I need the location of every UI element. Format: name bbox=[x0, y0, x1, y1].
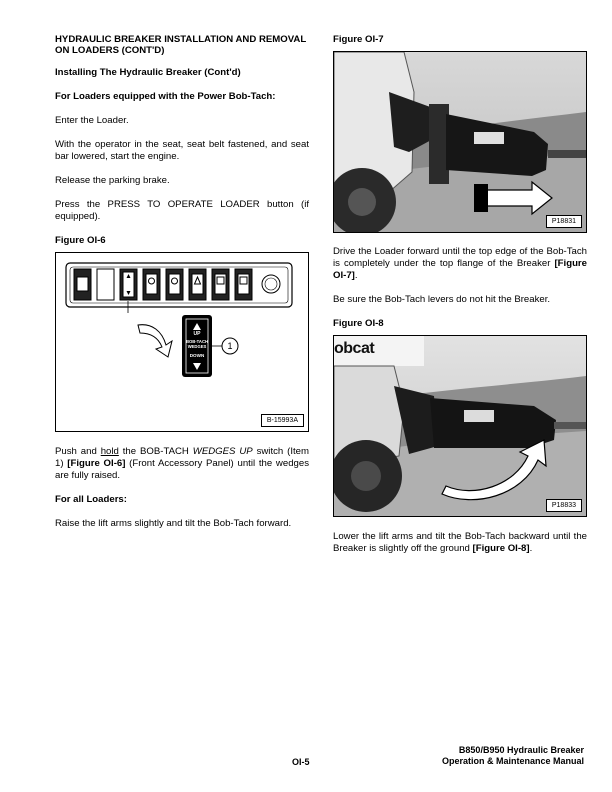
manual-title-line1: B850/B950 Hydraulic Breaker bbox=[458, 745, 584, 755]
manual-title-line2: Operation & Maintenance Manual bbox=[441, 756, 584, 766]
switch-label-up: UP bbox=[193, 331, 201, 337]
paragraph-push-hold: Push and hold the BOB-TACH WEDGES UP switch (Item 1) [Figure OI-6] (Front Accessory Panel) until the wedges are fully raised. bbox=[55, 446, 309, 481]
figure-oi-8-label: Figure OI-8 bbox=[333, 318, 384, 329]
paragraph-drive-forward: Drive the Loader forward until the top edge of the Bob-Tach is completely under the top flange of the Breaker [Figure OI-7]. bbox=[333, 246, 587, 281]
loader-breaker-photo-1 bbox=[334, 52, 586, 232]
figure-oi-7 bbox=[333, 51, 587, 233]
loader-breaker-photo-2 bbox=[334, 336, 586, 516]
figure-oi-7-ref: P18831 bbox=[546, 215, 582, 228]
paragraph-enter-loader: Enter the Loader. bbox=[55, 115, 129, 126]
switch-5 bbox=[166, 269, 183, 300]
figure-oi-8 bbox=[333, 335, 587, 517]
figure-oi-8-ref: P18833 bbox=[546, 499, 582, 512]
figure-oi-6 bbox=[55, 252, 309, 432]
figure-oi-6-label: Figure OI-6 bbox=[55, 235, 106, 246]
left-column bbox=[55, 34, 309, 530]
switch-6 bbox=[189, 269, 206, 300]
paragraph-levers: Be sure the Bob-Tach levers do not hit the Breaker. bbox=[333, 294, 551, 305]
page-number: OI-5 bbox=[292, 757, 310, 767]
bobcat-brand-text: obcat bbox=[334, 340, 375, 357]
manual-title bbox=[442, 745, 584, 767]
paragraph-start-engine: With the operator in the seat, seat belt fastened, and seat bar lowered, start the engine. bbox=[55, 139, 309, 162]
switch-7 bbox=[212, 269, 229, 300]
figure-oi-6-ref: B-15993A bbox=[261, 414, 304, 427]
switch-label-down: DOWN bbox=[189, 353, 205, 358]
switch-label-bobtach: BOB-TACH bbox=[185, 339, 209, 344]
switch-8 bbox=[235, 269, 252, 300]
switch-1 bbox=[74, 269, 91, 300]
subsection-title: Installing The Hydraulic Breaker (Cont'd) bbox=[55, 67, 241, 78]
all-loaders-heading: For all Loaders: bbox=[55, 494, 127, 505]
switch-blank bbox=[97, 269, 114, 300]
switch-4 bbox=[143, 269, 160, 300]
section-title: HYDRAULIC BREAKER INSTALLATION AND REMOVAL ON LOADERS (CONT'D) bbox=[55, 34, 307, 56]
switch-bobtach-small bbox=[120, 269, 137, 300]
switch-label-wedges: WEDGES bbox=[187, 344, 207, 349]
callout-number: 1 bbox=[227, 341, 233, 351]
paragraph-press-button: Press the PRESS TO OPERATE LOADER button (if equipped). bbox=[55, 199, 309, 222]
figure-oi-7-label: Figure OI-7 bbox=[333, 34, 384, 45]
paragraph-raise-arms: Raise the lift arms slightly and tilt the Bob-Tach forward. bbox=[55, 518, 292, 529]
paragraph-lower-arms: Lower the lift arms and tilt the Bob-Tach backward until the Breaker is slightly off the ground [Figure OI-8]. bbox=[333, 531, 587, 554]
paragraph-release-brake: Release the parking brake. bbox=[55, 175, 170, 186]
right-column bbox=[333, 34, 587, 555]
press-arrow-icon bbox=[138, 325, 172, 357]
power-bobtach-heading: For Loaders equipped with the Power Bob-Tach: bbox=[55, 91, 276, 102]
